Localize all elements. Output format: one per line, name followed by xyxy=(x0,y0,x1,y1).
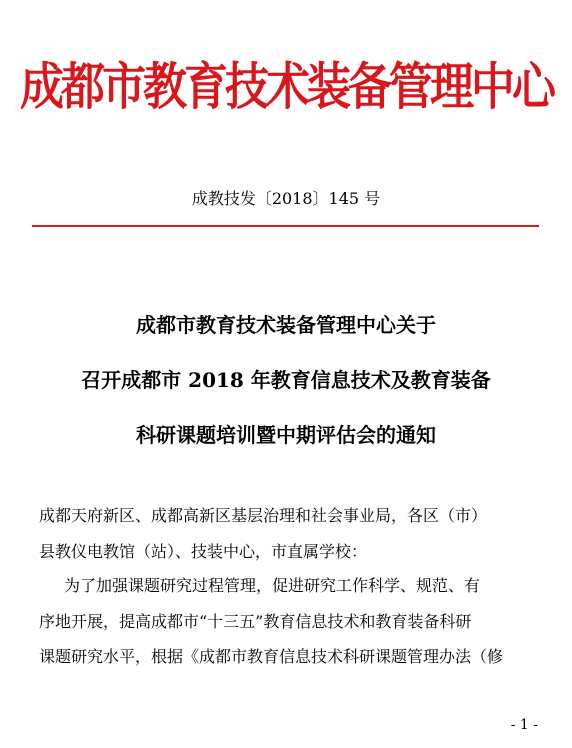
page-number: - 1 - xyxy=(510,717,538,733)
body-text-line: 为了加强课题研究过程管理，促进研究工作科学、规范、有 xyxy=(64,576,481,595)
body-text-line: 序地开展，提高成都市“十三五”教育信息技术和教育装备科研 xyxy=(39,612,472,631)
document-number: 成教技发〔2018〕145 号 xyxy=(191,189,381,208)
issuing-organization-header: 成都市教育技术装备管理中心 xyxy=(20,58,553,117)
body-text-line: 课题研究水平，根据《成都市教育信息技术科研课题管理办法（修 xyxy=(39,647,504,666)
document-title-line-1: 成都市教育技术装备管理中心关于 xyxy=(136,313,436,337)
document-title-line-3: 科研课题培训暨中期评估会的通知 xyxy=(136,423,436,447)
body-text-line: 成都天府新区、成都高新区基层治理和社会事业局，各区（市） xyxy=(39,506,488,525)
document-title-line-2: 召开成都市 2018 年教育信息技术及教育装备 xyxy=(81,368,491,392)
body-text-line: 县教仪电教馆（站）、技装中心，市直属学校： xyxy=(39,542,368,561)
red-divider-line xyxy=(32,225,539,227)
